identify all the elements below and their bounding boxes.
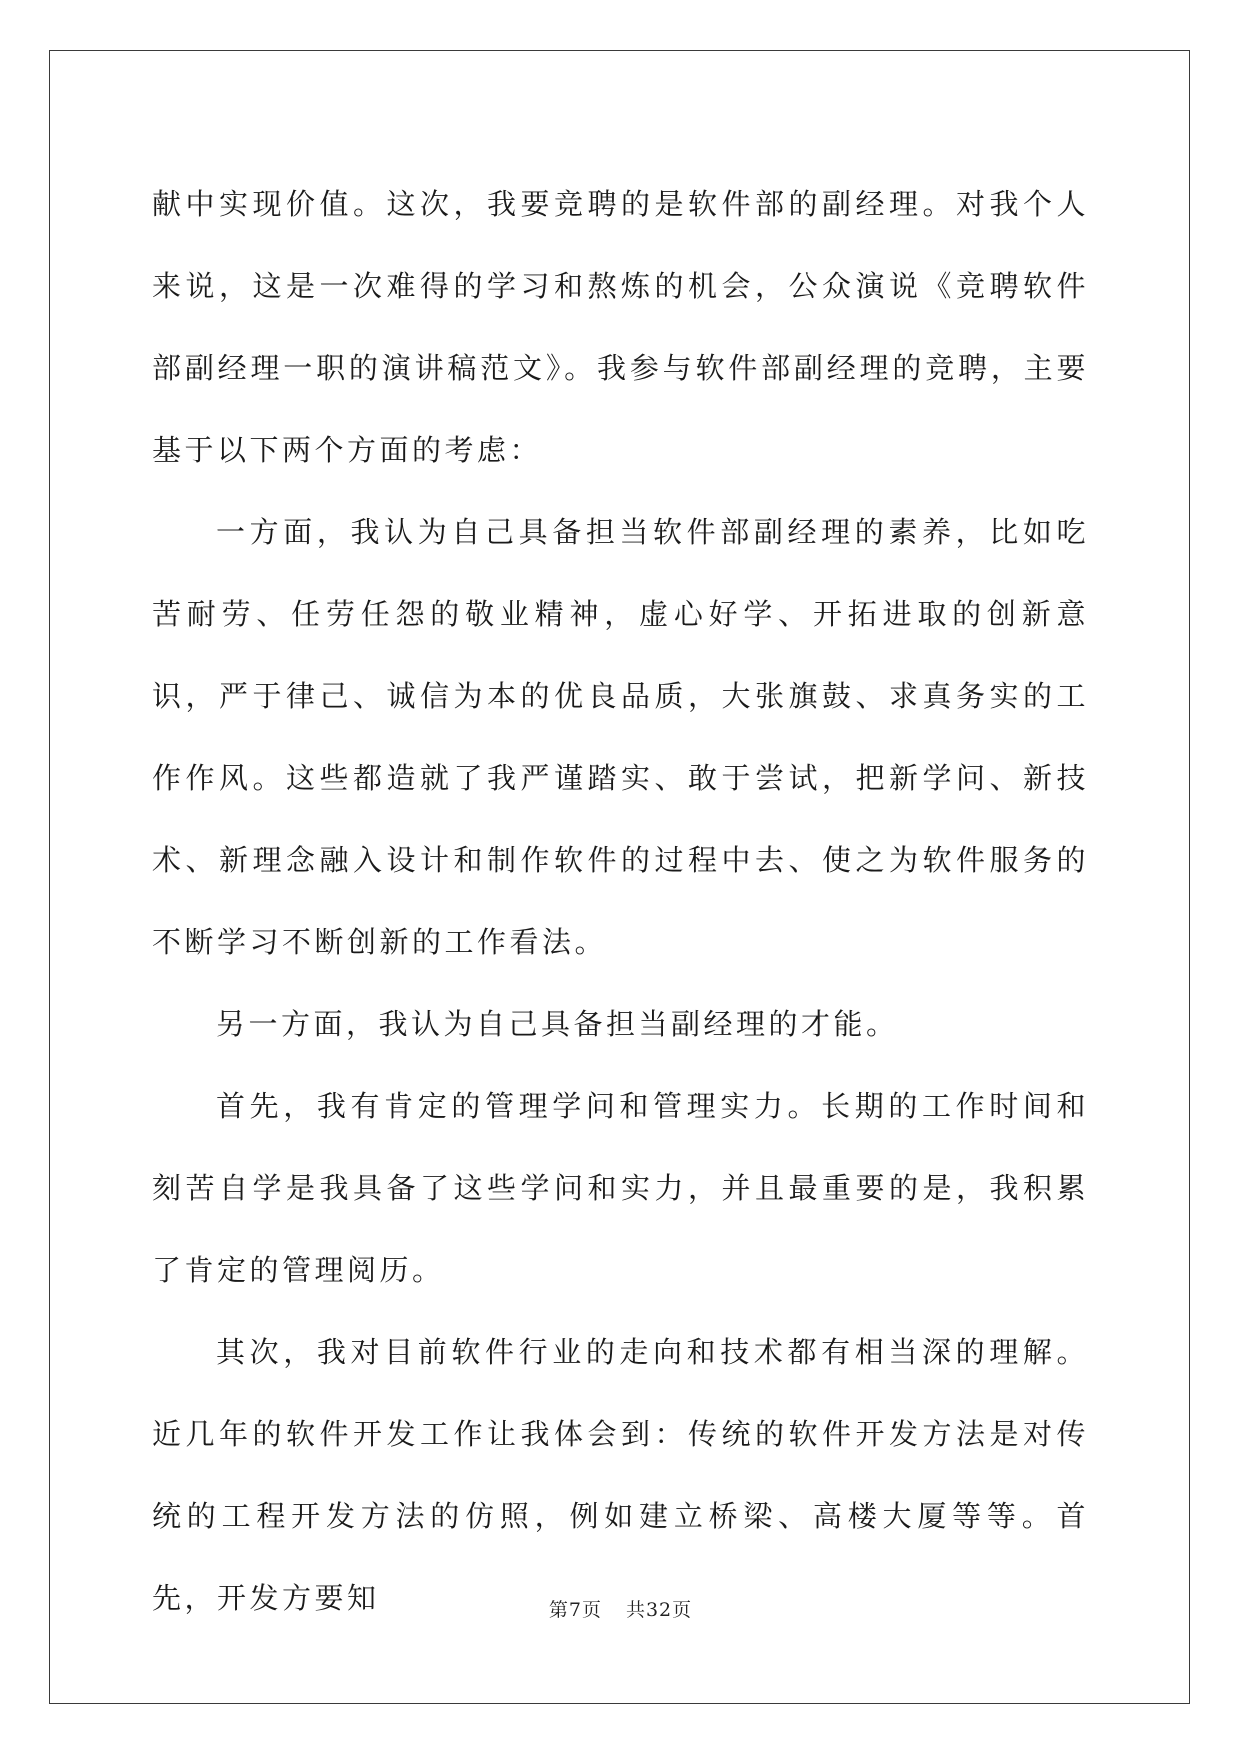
page-total: 共32页 (625, 1599, 693, 1621)
document-body (152, 163, 1089, 1639)
page-number: 第7页 (548, 1599, 602, 1621)
paragraph: 另一方面，我认为自己具备担当副经理的才能。 (216, 1007, 899, 1041)
page-footer (0, 1595, 1241, 1622)
paragraph: 一方面，我认为自己具备担当软件部副经理的素养，比如吃苦耐劳、任劳任怨的敬业精神，虚心好学、开拓进取的创新意识，严于律己、诚信为本的优良品质，大张旗鼓、求真务实的工作作风。这些都造就了我严谨踏实、敢于尝试，把新学问、新技术、新理念融入设计和制作软件的过程中去、使之为软件服务的不断学习不断创新的工作看法。 (152, 515, 1089, 959)
paragraph: 其次，我对目前软件行业的走向和技术都有相当深的理解。近几年的软件开发工作让我体会到：传统的软件开发方法是对传统的工程开发方法的仿照，例如建立桥梁、高楼大厦等等。首先，开发方要知 (152, 1335, 1089, 1615)
paragraph: 献中实现价值。这次，我要竞聘的是软件部的副经理。对我个人来说，这是一次难得的学习和熬炼的机会，公众演说《竞聘软件部副经理一职的演讲稿范文》。我参与软件部副经理的竞聘，主要基于以下两个方面的考虑： (152, 187, 1089, 467)
paragraph: 首先，我有肯定的管理学问和管理实力。长期的工作时间和刻苦自学是我具备了这些学问和实力，并且最重要的是，我积累了肯定的管理阅历。 (152, 1089, 1089, 1287)
